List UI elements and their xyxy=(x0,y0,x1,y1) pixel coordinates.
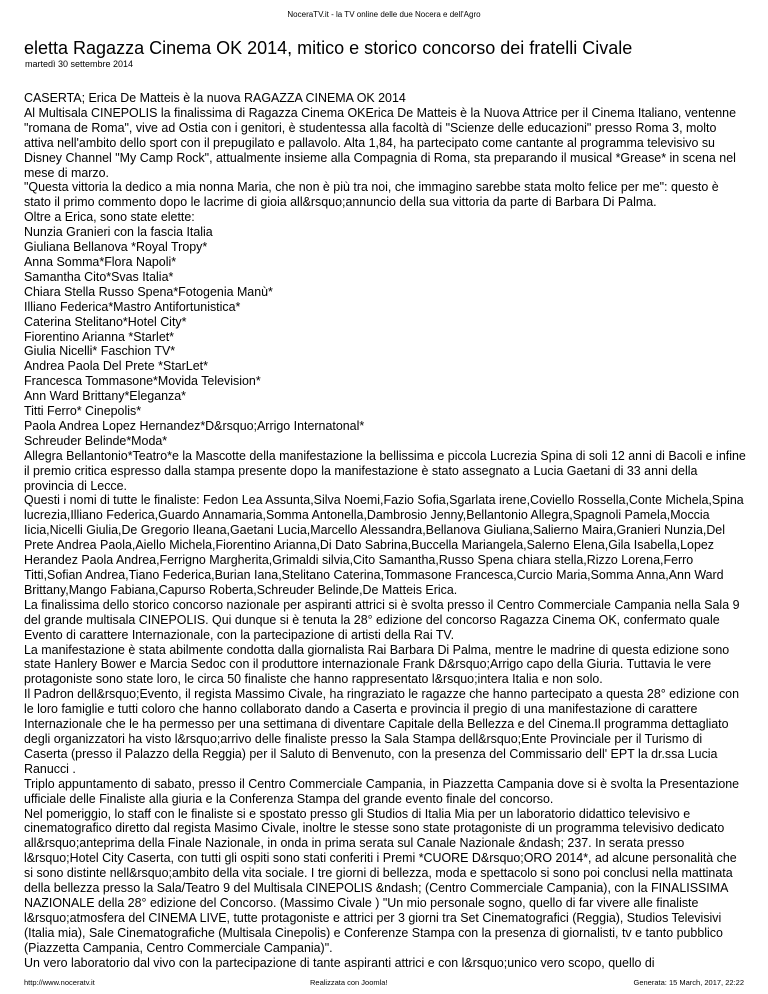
article-date: martedì 30 settembre 2014 xyxy=(25,59,134,69)
page-footer xyxy=(0,978,768,990)
article-title: eletta Ragazza Cinema OK 2014, mitico e storico concorso dei fratelli Civale xyxy=(24,38,633,58)
site-header: NoceraTV.it - la TV online delle due Nocera e dell'Agro xyxy=(287,10,481,19)
list-item: Caterina Stelitano*Hotel City* xyxy=(24,314,187,329)
list-item: Samantha Cito*Svas Italia* xyxy=(24,269,174,284)
list-item: Giulia Nicelli* Faschion TV* xyxy=(24,344,176,359)
list-item: Nunzia Granieri con la fascia Italia xyxy=(24,225,213,240)
article-paragraph: Oltre a Erica, sono state elette: xyxy=(24,210,195,225)
list-item: Schreuder Belinde*Moda* xyxy=(24,433,168,448)
article-paragraph: CASERTA; Erica De Matteis è la nuova RAGAZZA CINEMA OK 2014 xyxy=(24,91,406,105)
list-item: Anna Somma*Flora Napoli* xyxy=(24,254,177,269)
footer-cms-text: Realizzata con Joomla! xyxy=(310,978,388,987)
article-paragraph: Questi i nomi di tutte le finaliste: Fedon Lea Assunta,Silva Noemi,Fazio Sofia,Sgarlata irene,Coviello Rossella,Conte Michela,Spina lucrezia,Illiano Federica,Guardo Annamaria,Somma Antonella,Dambrosio Jenny,Bellantonio Allegra,Spagnoli Pamela,Moccia Iicia,Nicelli Giulia,De Gregorio Ileana,Gaetani Lucia,Marcello Alessandra,Bellanova Giuliana,Salierno Maira,Granieri Nunzia,Del Prete Andrea Paola,Aiello Michela,Fiorentino Arianna,Di Dato Sabrina,Buccella Mariangela,Salerno Elena,Gila Isabella,Lopez Herandez Paola Andrea,Ferrigno Margherita,Grimaldi silvia,Cito Samantha,Russo Spena chiara stella,Rizzo Lorena,Ferro Titti,Sofian Andrea,Tiano Federica,Burian Iana,Stelitano Caterina,Tommasone Francesca,Curcio Maria,Somma Anna,Ann Ward Brittany,Mango Fabiana,Capurso Roberta,Schreuder Belinde,De Matteis Erica. xyxy=(24,493,744,597)
footer-generated-text: Generata: 15 March, 2017, 22:22 xyxy=(633,978,744,987)
article-paragraph: La manifestazione è stata abilmente condotta dalla giornalista Rai Barbara Di Palma, mentre le madrine di questa edizione sono state Hanlery Bower e Marcia Sedoc con il produttore internazionale Frank D&rsquo;Arrigo capo della Giuria. Tuttavia le vere protagoniste sono state loro, le circa 50 finaliste che hanno rappresentato l&rsquo;intera Italia e non solo. xyxy=(24,642,730,687)
list-item: Andrea Paola Del Prete *StarLet* xyxy=(24,359,208,374)
article-paragraph: Un vero laboratorio dal vivo con la partecipazione di tante aspiranti attrici e con l&rsquo;unico vero scopo, quello di xyxy=(24,955,655,970)
list-item: Giuliana Bellanova *Royal Tropy* xyxy=(24,240,208,255)
list-item: Ann Ward Brittany*Eleganza* xyxy=(24,389,187,404)
list-item: Chiara Stella Russo Spena*Fotogenia Manù* xyxy=(24,284,273,299)
article-paragraph: La finalissima dello storico concorso nazionale per aspiranti attrici si è svolta presso il Centro Commerciale Campania nella Sala 9 del grande multisala CINEPOLIS. Qui dunque si è tenuta la 28° edizione del concorso Ragazza Cinema OK, confermato quale Evento di carattere Internazionale, con la partecipazione di artisti della Rai TV. xyxy=(24,597,740,642)
list-item: Francesca Tommasone*Movida Television* xyxy=(24,374,261,389)
article-paragraph: Triplo appuntamento di sabato, presso il Centro Commerciale Campania, in Piazzetta Campania dove si è svolta la Presentazione ufficiale delle Finaliste alla giuria e la Conferenza Stampa del grande evento finale del concorso. xyxy=(24,776,740,806)
article-paragraph: Nel pomeriggio, lo staff con le finaliste si e spostato presso gli Studios di Italia Mia per un laboratorio didattico televisivo e cinematografico diretto dal regista Masimo Civale, inoltre le stesse sono state protagoniste di un programma televisivo dedicato all&rsquo;anteprima della Finale Nazionale, in onda in prima serata sul Canale Nazionale &ndash; 237. In serata presso l&rsquo;Hotel City Caserta, con tutti gli ospiti sono stati conferiti i Premi *CUORE D&rsquo;ORO 2014*, ad alcune personalità che si sono distinte nell&rsquo;ambito della vita sociale. I tre giorni di bellezza, moda e spettacolo si sono poi conclusi nella mattinata della bellezza presso la Sala/Teatro 9 del Multisala CINEPOLIS &ndash; (Centro Commerciale Campania), con la FINALISSIMA NAZIONALE della 28° edizione del Concorso. (Massimo Civale ) "Un mio personale sogno, quello di far vivere alle finaliste l&rsquo;atmosfera del CINEMA LIVE, tutte protagoniste e attrici per 3 giorni tra Set Cinematografici (Reggia), Studios Televisivi (Italia mia), Sale Cinematografiche (Multisala Cinepolis) e Conferenze Stampa con la presenza di giornalisti, tv e tanto pubblico (Piazzetta Campania, Centro Commerciale Campania)". xyxy=(24,806,737,955)
article-paragraph: Il Padron dell&rsquo;Evento, il regista Massimo Civale, ha ringraziato le ragazze che hanno partecipato a questa 28° edizione con le loro famiglie e tutti coloro che hanno collaborato dando a Caserta e provincia il pregio di una manifestazione di carattere Internazionale che le ha permesso per una settimana di diventare Capitale della Bellezza e del Cinema.Il programma dettagliato degli organizzatori ha visto l&rsquo;arrivo delle finaliste presso la Sala Stampa dell&rsquo;Ente Provinciale per il Turismo di Caserta (presso il Palazzo della Reggia) per il Saluto di Benvenuto, con la presenza del Commissario dell' EPT la dr.ssa Lucia Ranucci . xyxy=(24,687,740,776)
list-item: Paola Andrea Lopez Hernandez*D&rsquo;Arrigo Internatonal* xyxy=(24,418,365,433)
article-paragraph: Al Multisala CINEPOLIS la finalissima di Ragazza Cinema OKErica De Matteis è la Nuova Attrice per il Cinema Italiano, ventenne "romana de Roma", vive ad Ostia con i genitori, è studentessa alla facoltà di "Scienze delle educazioni" presso Roma 3, molto attiva nell'ambito dello sport con il prepugilato e pallavolo. Alta 1,84, ha partecipato come cantante al programma televisivo su Disney Channel "My Camp Rock", attualmente insieme alla Compagnia di Roma, sta preparando il musical *Grease* in scena nel mese di marzo. xyxy=(24,105,737,180)
article-paragraph: "Questa vittoria la dedico a mia nonna Maria, che non è più tra noi, che immagino sarebbe stata molto felice per me": questo è stato il primo commento dopo le lacrime di gioia all&rsquo;annuncio della sua vittoria da parte di Barbara Di Palma. xyxy=(24,180,719,210)
list-item: Titti Ferro* Cinepolis* xyxy=(24,404,142,419)
list-item: Illiano Federica*Mastro Antifortunistica* xyxy=(24,299,241,314)
footer-url-link[interactable]: http://www.noceratv.it xyxy=(24,978,95,987)
article-body xyxy=(24,91,748,970)
list-item: Fiorentino Arianna *Starlet* xyxy=(24,329,175,344)
article-paragraph: Allegra Bellantonio*Teatro*e la Mascotte della manifestazione la bellissima e piccola Lucrezia Spina di soli 12 anni di Bacoli e infine il premio critica espresso dalla stampa presente dopo la manifestazione è stato assegnato a Lucia Gaetani di 33 anni della provincia di Lecce. xyxy=(24,448,746,493)
